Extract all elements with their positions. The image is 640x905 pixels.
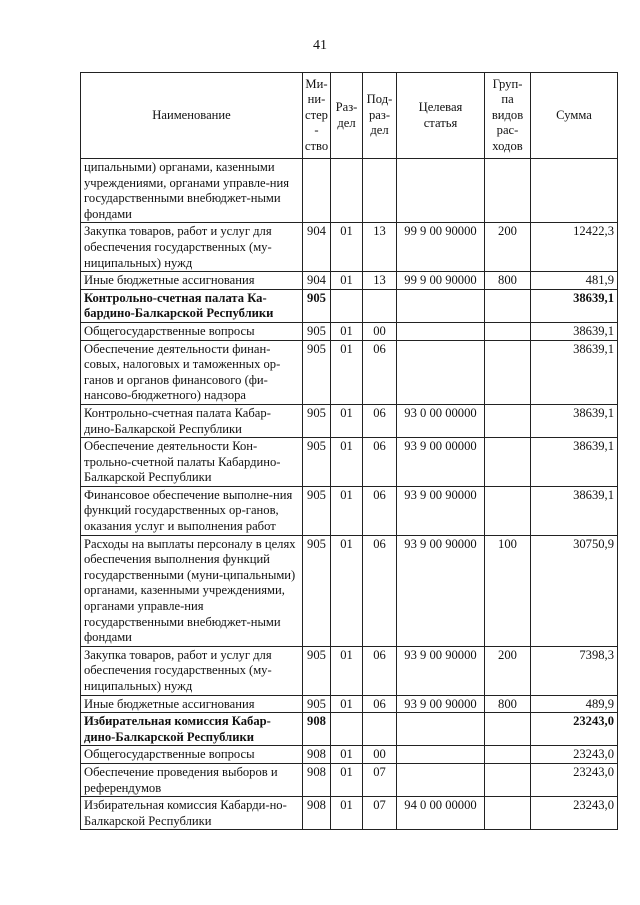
- table-row: [81, 404, 618, 437]
- cell-name: ципальными) органами, казенными учреждениями, органами управле-ния государственными внебюджет-ными фондами: [81, 159, 303, 223]
- cell-name: Закупка товаров, работ и услуг для обеспечения государственных (му-ниципальных) нужд: [81, 646, 303, 695]
- cell-group: [485, 713, 531, 746]
- cell-section: 01: [331, 438, 363, 487]
- cell-target: [397, 340, 485, 404]
- cell-sum: 23243,0: [531, 746, 618, 764]
- cell-section: 01: [331, 404, 363, 437]
- cell-section: 01: [331, 646, 363, 695]
- cell-name: Иные бюджетные ассигнования: [81, 272, 303, 290]
- cell-subsection: 00: [363, 322, 397, 340]
- table-row: [81, 695, 618, 713]
- cell-sum: 23243,0: [531, 797, 618, 830]
- table-row: [81, 272, 618, 290]
- header-group: Груп- па видов рас- ходов: [485, 73, 531, 159]
- cell-name: Контрольно-счетная палата Ка-бардино-Балкарской Республики: [81, 289, 303, 322]
- table-row: [81, 646, 618, 695]
- cell-group: 100: [485, 535, 531, 646]
- cell-group: [485, 746, 531, 764]
- cell-group: [485, 340, 531, 404]
- header-ministry: Ми- ни- стер- ство: [303, 73, 331, 159]
- cell-ministry: 904: [303, 272, 331, 290]
- cell-name: Избирательная комиссия Кабарди-но-Балкарской Республики: [81, 797, 303, 830]
- cell-name: Общегосударственные вопросы: [81, 746, 303, 764]
- table-row: [81, 535, 618, 646]
- cell-section: 01: [331, 695, 363, 713]
- cell-group: [485, 438, 531, 487]
- cell-sum: 38639,1: [531, 438, 618, 487]
- cell-sum: 38639,1: [531, 322, 618, 340]
- cell-name: Иные бюджетные ассигнования: [81, 695, 303, 713]
- cell-section: [331, 713, 363, 746]
- cell-sum: 23243,0: [531, 763, 618, 796]
- cell-ministry: 905: [303, 646, 331, 695]
- cell-subsection: 07: [363, 763, 397, 796]
- cell-sum: 481,9: [531, 272, 618, 290]
- cell-sum: 7398,3: [531, 646, 618, 695]
- cell-subsection: 13: [363, 272, 397, 290]
- cell-sum: 30750,9: [531, 535, 618, 646]
- cell-name: Обеспечение деятельности финан-совых, налоговых и таможенных ор-ганов и органов финансового (фи-нансово-бюджетного) надзора: [81, 340, 303, 404]
- cell-group: [485, 322, 531, 340]
- cell-name: Расходы на выплаты персоналу в целях обеспечения выполнения функций государственными (муни-ципальными) органами, казенными учреждениями, органами управле-ния государственными внебюджет-ными фондами: [81, 535, 303, 646]
- cell-section: 01: [331, 322, 363, 340]
- cell-ministry: 905: [303, 404, 331, 437]
- cell-group: 800: [485, 695, 531, 713]
- cell-sum: 38639,1: [531, 289, 618, 322]
- header-sum: Сумма: [531, 73, 618, 159]
- table-row: [81, 340, 618, 404]
- page-number: 41: [313, 38, 327, 53]
- cell-section: 01: [331, 223, 363, 272]
- table-row: [81, 763, 618, 796]
- cell-name: Обеспечение проведения выборов и референдумов: [81, 763, 303, 796]
- cell-section: 01: [331, 272, 363, 290]
- cell-name: Контрольно-счетная палата Кабар-дино-Балкарской Республики: [81, 404, 303, 437]
- cell-target: 93 9 00 90000: [397, 486, 485, 535]
- header-section: Раз- дел: [331, 73, 363, 159]
- table-row: [81, 438, 618, 487]
- cell-group: [485, 289, 531, 322]
- cell-name: Финансовое обеспечение выполне-ния функций государственных ор-ганов, оказания услуг и выполнения работ: [81, 486, 303, 535]
- cell-group: [485, 159, 531, 223]
- cell-sum: [531, 159, 618, 223]
- cell-ministry: 905: [303, 695, 331, 713]
- header-subsection: Под- раз- дел: [363, 73, 397, 159]
- table-header-row: [81, 73, 618, 159]
- cell-sum: 489,9: [531, 695, 618, 713]
- cell-target: [397, 322, 485, 340]
- cell-section: 01: [331, 746, 363, 764]
- cell-subsection: 07: [363, 797, 397, 830]
- cell-name: Закупка товаров, работ и услуг для обеспечения государственных (му-ниципальных) нужд: [81, 223, 303, 272]
- cell-name: Избирательная комиссия Кабар-дино-Балкарской Республики: [81, 713, 303, 746]
- table-row: [81, 746, 618, 764]
- cell-section: 01: [331, 486, 363, 535]
- cell-ministry: [303, 159, 331, 223]
- cell-ministry: 908: [303, 763, 331, 796]
- cell-ministry: 905: [303, 486, 331, 535]
- table-row: [81, 159, 618, 223]
- cell-sum: 12422,3: [531, 223, 618, 272]
- table-row: [81, 289, 618, 322]
- header-name: Наименование: [81, 73, 303, 159]
- cell-section: 01: [331, 763, 363, 796]
- cell-target: 93 9 00 90000: [397, 646, 485, 695]
- cell-ministry: 908: [303, 746, 331, 764]
- cell-name: Общегосударственные вопросы: [81, 322, 303, 340]
- cell-subsection: 06: [363, 646, 397, 695]
- cell-ministry: 905: [303, 289, 331, 322]
- cell-group: [485, 763, 531, 796]
- cell-target: [397, 746, 485, 764]
- cell-group: 800: [485, 272, 531, 290]
- cell-target: 93 9 00 90000: [397, 535, 485, 646]
- budget-table: [80, 72, 618, 830]
- table-row: [81, 322, 618, 340]
- cell-section: 01: [331, 535, 363, 646]
- cell-subsection: 06: [363, 486, 397, 535]
- cell-ministry: 905: [303, 322, 331, 340]
- cell-target: [397, 713, 485, 746]
- cell-group: [485, 797, 531, 830]
- cell-subsection: [363, 289, 397, 322]
- cell-subsection: 06: [363, 438, 397, 487]
- cell-subsection: 00: [363, 746, 397, 764]
- cell-ministry: 908: [303, 797, 331, 830]
- cell-target: 99 9 00 90000: [397, 272, 485, 290]
- cell-sum: 38639,1: [531, 340, 618, 404]
- cell-ministry: 908: [303, 713, 331, 746]
- cell-section: 01: [331, 340, 363, 404]
- cell-sum: 23243,0: [531, 713, 618, 746]
- cell-section: 01: [331, 797, 363, 830]
- cell-section: [331, 289, 363, 322]
- cell-group: 200: [485, 223, 531, 272]
- cell-target: 94 0 00 00000: [397, 797, 485, 830]
- cell-sum: 38639,1: [531, 404, 618, 437]
- cell-ministry: 905: [303, 535, 331, 646]
- cell-subsection: 13: [363, 223, 397, 272]
- header-target: Целевая статья: [397, 73, 485, 159]
- table-row: [81, 223, 618, 272]
- cell-group: [485, 486, 531, 535]
- cell-subsection: [363, 159, 397, 223]
- table-row: [81, 486, 618, 535]
- cell-target: 93 9 00 00000: [397, 438, 485, 487]
- cell-subsection: 06: [363, 695, 397, 713]
- cell-target: 93 0 00 00000: [397, 404, 485, 437]
- table-row: [81, 797, 618, 830]
- cell-target: 99 9 00 90000: [397, 223, 485, 272]
- cell-sum: 38639,1: [531, 486, 618, 535]
- cell-subsection: [363, 713, 397, 746]
- table-body: [81, 159, 618, 830]
- cell-target: 93 9 00 90000: [397, 695, 485, 713]
- cell-ministry: 904: [303, 223, 331, 272]
- cell-ministry: 905: [303, 340, 331, 404]
- cell-target: [397, 159, 485, 223]
- cell-target: [397, 763, 485, 796]
- cell-group: [485, 404, 531, 437]
- cell-name: Обеспечение деятельности Кон-трольно-счетной палаты Кабардино-Балкарской Республики: [81, 438, 303, 487]
- cell-subsection: 06: [363, 340, 397, 404]
- cell-ministry: 905: [303, 438, 331, 487]
- cell-target: [397, 289, 485, 322]
- cell-subsection: 06: [363, 535, 397, 646]
- cell-group: 200: [485, 646, 531, 695]
- table-row: [81, 713, 618, 746]
- cell-subsection: 06: [363, 404, 397, 437]
- cell-section: [331, 159, 363, 223]
